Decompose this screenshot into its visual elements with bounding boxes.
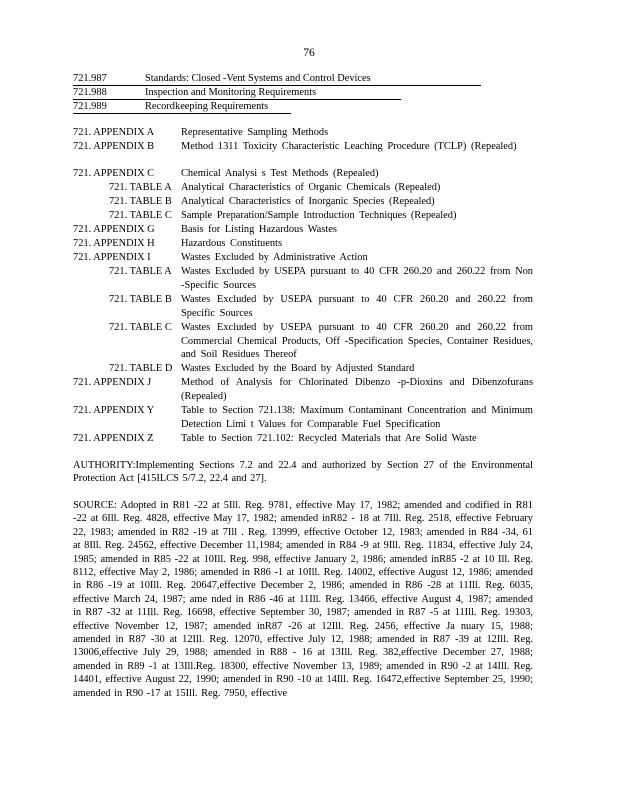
appendix-description: Representative Sampling Methods xyxy=(181,127,329,138)
table-label: 721. TABLE A xyxy=(109,266,172,277)
appendix-label: 721. APPENDIX Z xyxy=(73,433,154,444)
table-description: Analytical Characteristics of Inorganic Species (Repealed) xyxy=(181,196,435,207)
table-description: Sample Preparation/Sample Introduction Techniques (Repealed) xyxy=(181,210,457,221)
appendix-description: Table to Section 721.138: Maximum Contaminant Concentration and Minimum Detection Limi t Values for Comparable Fuel Specification xyxy=(181,405,533,430)
page-number: 76 xyxy=(303,47,315,59)
table-description: Wastes Excluded by USEPA pursuant to 40 CFR 260.20 and 260.22 from Commercial Chemical Products, Off -Specification Species, Container Residues, and Soil Residues Thereof xyxy=(181,322,533,361)
appendix-label: 721. APPENDIX G xyxy=(73,224,155,235)
appendix-label: 721. APPENDIX Y xyxy=(73,405,155,416)
table-label: 721. TABLE A xyxy=(109,182,172,193)
table-label: 721. TABLE C xyxy=(109,322,172,333)
appendix-label: 721. APPENDIX C xyxy=(73,168,155,179)
table-description: Analytical Characteristics of Organic Chemicals (Repealed) xyxy=(181,182,441,193)
appendix-label: 721. APPENDIX A xyxy=(73,127,155,138)
appendix-description: Hazardous Constituents xyxy=(181,238,282,249)
appendix-label: 721. APPENDIX H xyxy=(73,238,155,249)
table-description: Wastes Excluded by USEPA pursuant to 40 CFR 260.20 and 260.22 from Specific Sources xyxy=(181,294,533,319)
section-number: 721.987 xyxy=(73,72,145,86)
authority-paragraph: AUTHORITY:Implementing Sections 7.2 and 22.4 and authorized by Section 27 of the Environmental Protection Act [415ILCS 5/7.2, 22.4 and 27]. xyxy=(73,460,533,485)
section-title: Recordkeeping Requirements xyxy=(145,100,291,114)
appendix-description: Table to Section 721.102: Recycled Materials that Are Solid Waste xyxy=(181,433,477,444)
appendix-label: 721. APPENDIX B xyxy=(73,141,155,152)
table-label: 721. TABLE D xyxy=(109,363,173,374)
appendix-description: Wastes Excluded by Administrative Action xyxy=(181,252,368,263)
appendix-label: 721. APPENDIX I xyxy=(73,252,151,263)
table-description: Wastes Excluded by USEPA pursuant to 40 CFR 260.20 and 260.22 from Non -Specific Sources xyxy=(181,266,533,291)
section-number: 721.988 xyxy=(73,86,145,100)
section-number: 721.989 xyxy=(73,100,145,114)
appendix-description: Method 1311 Toxicity Characteristic Leaching Procedure (TCLP) (Repealed) xyxy=(181,141,517,152)
table-description: Wastes Excluded by the Board by Adjusted Standard xyxy=(181,363,415,374)
appendix-description: Basis for Listing Hazardous Wastes xyxy=(181,224,337,235)
source-paragraph: SOURCE: Adopted in R81 -22 at 5Ill. Reg. 9781, effective May 17, 1982; amended and codified in R81 -22 at 6Ill. Reg. 4828, effective May 17, 1982; amended inR82 - 18 at 7Ill. Reg. 2518, effective February 22, 1983; amended in R82 -19 at 7Ill . Reg. 13999, effective October 12, 1983; amended in R84 -34, 61 at 8Ill. Reg. 24562, effective December 11,1984; amended in R84 -9 at 9Ill. Reg. 11834, effective July 24, 1985; amended in R85 -22 at 10Ill. Reg. 998, effective January 2, 1986; amended inR85 -2 at 10 Ill. Reg. 8112, effective May 2, 1986; amended in R86 -1 at 10Ill. Reg. 14002, effective August 12, 1986; amended in R86 -19 at 10Ill. Reg. 20647,effective December 2, 1986; amended in R86 -28 at 11Ill. Reg. 6035, effective March 24, 1987; ame nded in R86 -46 at 11Ill. Reg. 13466, effective August 4, 1987; amended in R87 -32 at 11Ill. Reg. 16698, effective September 30, 1987; amended in R87 -5 at 11Ill. Reg. 19303, effective November 12, 1987; amended inR87 -26 at 12Ill. Reg. 2456, effective Ja nuary 15, 1988; amended in R87 -30 at 12Ill. Reg. 12070, effective July 12, 1988; amended in R87 -39 at 12Ill. Reg. 13006,effective July 29, 1988; amended in R88 - 16 at 13Ill. Reg. 382,effective December 27, 1988; amended in R89 -1 at 13Ill.Reg. 18300, effective November 13, 1989; amended in R90 -2 at 14Ill. Reg. 14401, effective August 22, 1990; amended in R90 -10 at 14Ill. Reg. 16472,effective September 25, 1990; amended in R90 -17 at 15Ill. Reg. 7950, effective xyxy=(73,500,533,699)
appendix-label: 721. APPENDIX J xyxy=(73,377,152,388)
section-title: Standards: Closed -Vent Systems and Control Devices xyxy=(145,72,481,86)
table-label: 721. TABLE C xyxy=(109,210,172,221)
table-label: 721. TABLE B xyxy=(109,196,172,207)
appendix-description: Chemical Analysi s Test Methods (Repealed) xyxy=(181,168,379,179)
table-label: 721. TABLE B xyxy=(109,294,172,305)
section-title: Inspection and Monitoring Requirements xyxy=(145,86,401,100)
appendix-description: Method of Analysis for Chlorinated Dibenzo -p-Dioxins and Dibenzofurans (Repealed) xyxy=(181,377,533,402)
